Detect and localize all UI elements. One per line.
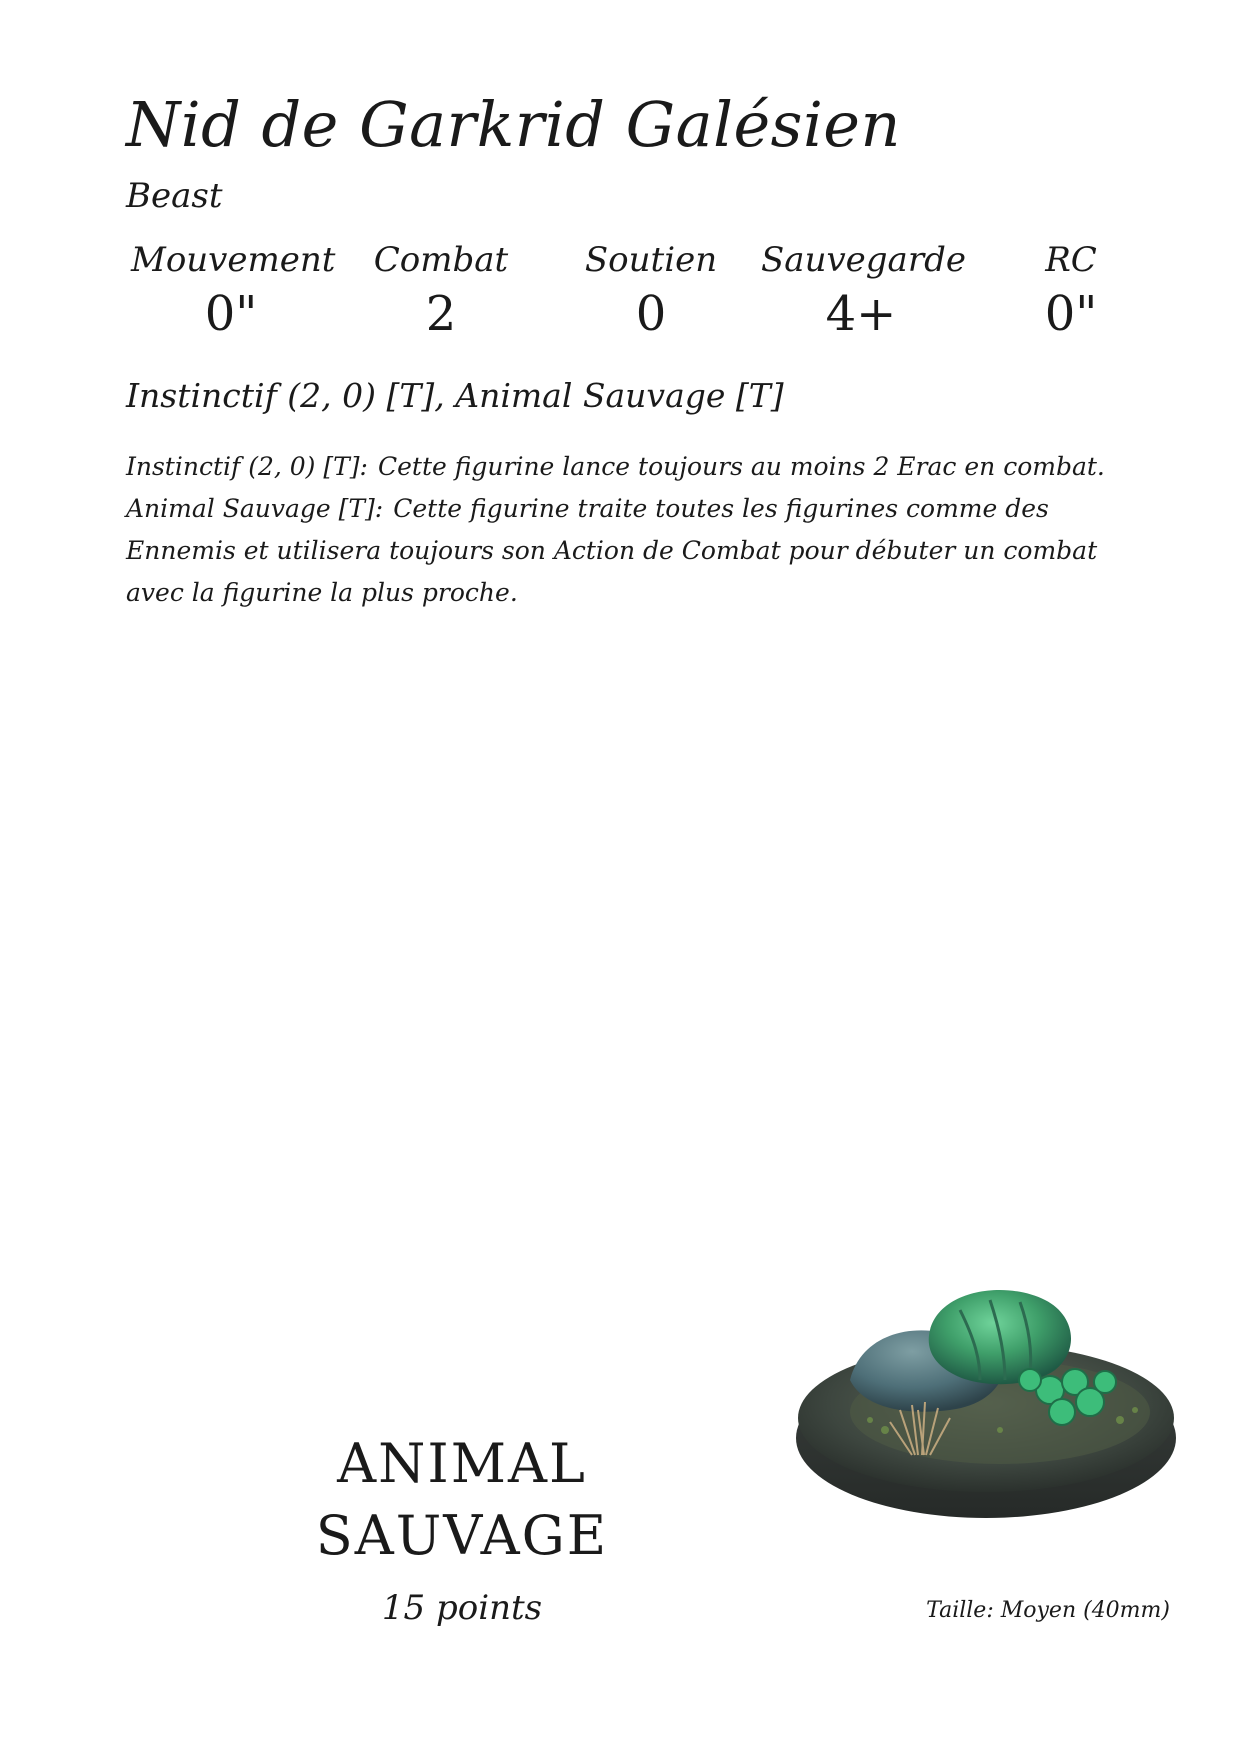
base-size: Taille: Moyen (40mm): [926, 1598, 1170, 1623]
stat-soutien: [551, 236, 751, 344]
stat-value: 4+: [825, 286, 897, 342]
category-line: SAUVAGE: [315, 1504, 609, 1567]
rule-text: Cette figurine traite toutes les figurines comme des Ennemis et utilisera toujours son Action de Combat pour débuter un combat avec la figurine la plus proche.: [126, 494, 1098, 607]
stat-mouvement: [131, 236, 336, 344]
card-title: Nid de Garkrid Galésien: [126, 88, 901, 161]
rule-instinctif: [126, 446, 1106, 488]
category-line: ANIMAL: [337, 1432, 587, 1495]
rules-text: [126, 446, 1106, 614]
stat-label: Sauvegarde: [761, 240, 966, 280]
unit-category: [262, 1428, 662, 1572]
stat-label: RC: [1045, 240, 1097, 280]
stat-label: Mouvement: [131, 240, 336, 280]
rule-name: Instinctif (2, 0) [T]:: [126, 452, 368, 481]
stat-value: 0: [635, 286, 667, 342]
rule-name: Animal Sauvage [T]:: [126, 494, 384, 523]
rule-text: Cette figurine lance toujours au moins 2 Erac en combat.: [377, 452, 1105, 481]
stat-label: Soutien: [584, 240, 718, 280]
stat-label: Combat: [373, 240, 509, 280]
stat-value: 2: [425, 286, 457, 342]
miniature-photo: [790, 1270, 1182, 1522]
stat-rc: [971, 236, 1171, 344]
points-cost: 15 points: [381, 1588, 543, 1628]
keyword-list: Instinctif (2, 0) [T], Animal Sauvage [T]: [126, 376, 784, 415]
rule-animal-sauvage: [126, 488, 1106, 614]
unit-type: Beast: [126, 176, 223, 216]
stat-value: 0": [204, 286, 258, 342]
stat-value: 0": [1044, 286, 1098, 342]
stat-sauvegarde: [761, 236, 966, 344]
stat-line: [126, 236, 1098, 346]
stat-combat: [341, 236, 541, 344]
